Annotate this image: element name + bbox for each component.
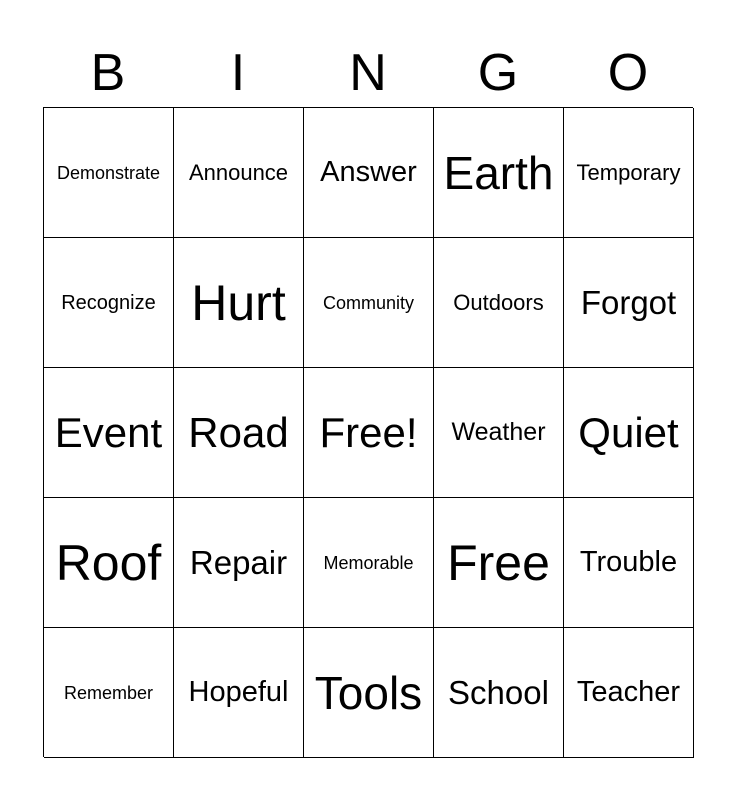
bingo-cell[interactable]: Earth bbox=[434, 108, 564, 238]
bingo-cell[interactable]: Roof bbox=[44, 498, 174, 628]
bingo-cell[interactable]: Weather bbox=[434, 368, 564, 498]
bingo-cell[interactable]: Free bbox=[434, 498, 564, 628]
header-letter-i: I bbox=[230, 44, 246, 102]
bingo-cell[interactable]: Tools bbox=[304, 628, 434, 758]
bingo-cell[interactable]: Forgot bbox=[564, 238, 694, 368]
header-letter-o: O bbox=[607, 44, 649, 102]
bingo-cell[interactable]: Demonstrate bbox=[44, 108, 174, 238]
bingo-cell[interactable]: Road bbox=[174, 368, 304, 498]
bingo-cell[interactable]: Event bbox=[44, 368, 174, 498]
bingo-cell[interactable]: Remember bbox=[44, 628, 174, 758]
bingo-cell[interactable]: Outdoors bbox=[434, 238, 564, 368]
bingo-cell[interactable]: Hurt bbox=[174, 238, 304, 368]
bingo-cell[interactable]: Repair bbox=[174, 498, 304, 628]
bingo-cell[interactable]: Hopeful bbox=[174, 628, 304, 758]
bingo-cell[interactable]: Teacher bbox=[564, 628, 694, 758]
bingo-cell[interactable]: Temporary bbox=[564, 108, 694, 238]
bingo-cell[interactable]: Memorable bbox=[304, 498, 434, 628]
header-letter-g: G bbox=[477, 44, 519, 102]
bingo-cell[interactable]: Quiet bbox=[564, 368, 694, 498]
bingo-cell[interactable]: Community bbox=[304, 238, 434, 368]
bingo-cell[interactable]: Announce bbox=[174, 108, 304, 238]
free-space-cell[interactable]: Free! bbox=[304, 368, 434, 498]
bingo-cell[interactable]: Recognize bbox=[44, 238, 174, 368]
header-letter-b: B bbox=[90, 44, 126, 102]
bingo-cell[interactable]: Answer bbox=[304, 108, 434, 238]
header-letter-n: N bbox=[349, 44, 387, 102]
bingo-cell[interactable]: School bbox=[434, 628, 564, 758]
bingo-cell[interactable]: Trouble bbox=[564, 498, 694, 628]
bingo-header bbox=[43, 40, 693, 106]
bingo-board bbox=[43, 107, 693, 757]
